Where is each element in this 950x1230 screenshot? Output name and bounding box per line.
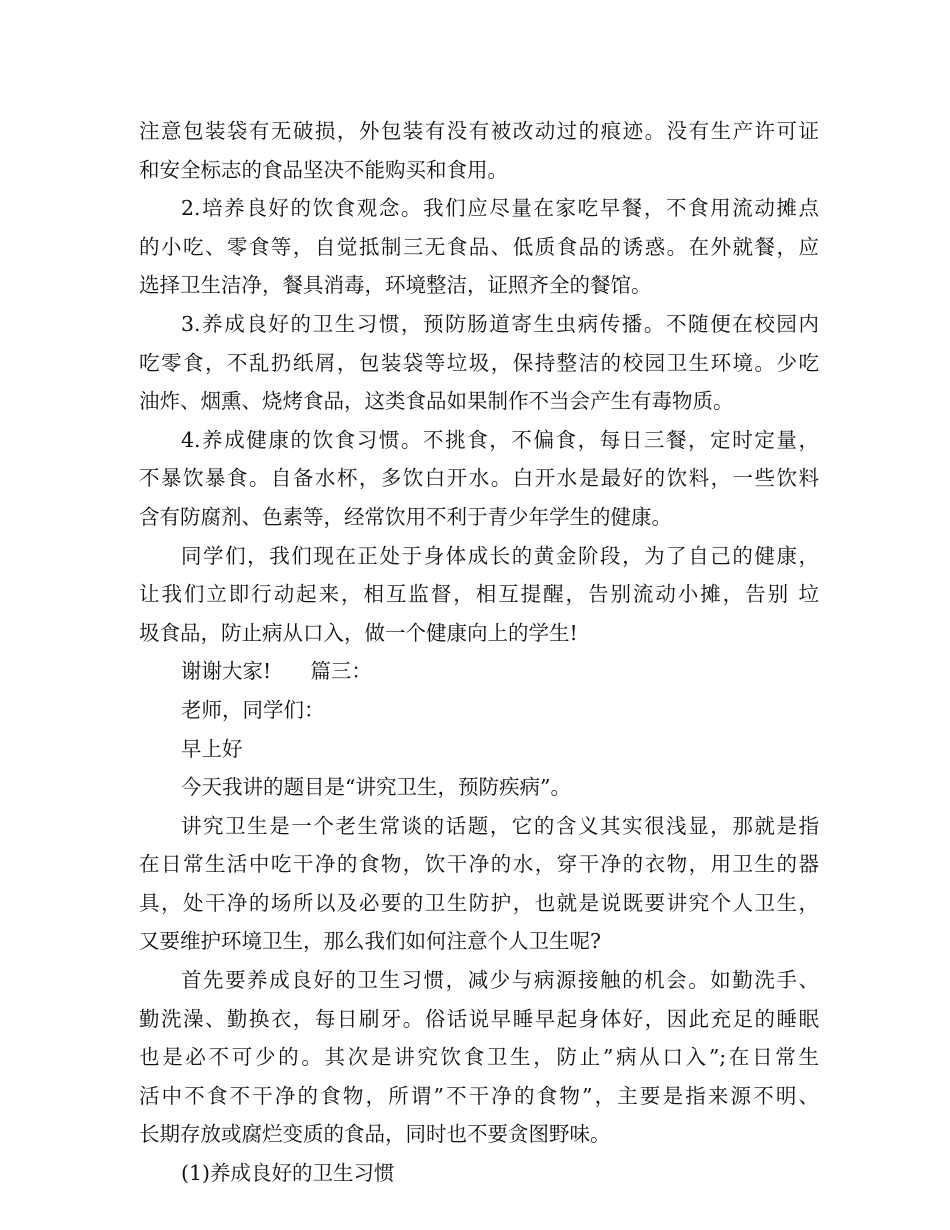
text-line: 和安全标志的食品坚决不能购买和食用。 bbox=[139, 157, 508, 182]
text-line: 在日常生活中吃干净的食物，饮干净的水，穿干净的衣物，用卫生的器 bbox=[139, 852, 819, 877]
text-line: 4.养成健康的饮食习惯。不挑食，不偏食，每日三餐，定时定量， bbox=[181, 427, 819, 452]
text-line: 谢谢大家! 篇三： bbox=[181, 659, 372, 684]
text-line: 长期存放或腐烂变质的食品，同时也不要贪图野味。 bbox=[139, 1122, 611, 1147]
text-line: 首先要养成良好的卫生习惯，减少与病源接触的机会。如勤洗手、 bbox=[181, 968, 819, 993]
text-line: 油炸、烟熏、烧烤食品，这类食品如果制作不当会产生有毒物质。 bbox=[139, 389, 734, 414]
text-line: 勤洗澡、勤换衣，每日刷牙。俗话说早睡早起身体好，因此充足的睡眠 bbox=[139, 1006, 819, 1031]
text-line: 同学们，我们现在正处于身体成长的黄金阶段，为了自己的健康， bbox=[181, 543, 819, 568]
text-line: 2.培养良好的饮食观念。我们应尽量在家吃早餐，不食用流动摊点 bbox=[181, 196, 819, 221]
text-line: (1)养成良好的卫生习惯 bbox=[181, 1161, 395, 1186]
text-line: 不暴饮暴食。自备水杯，多饮白开水。白开水是最好的饮料，一些饮料 bbox=[139, 466, 819, 491]
text-line: 让我们立即行动起来，相互监督，相互提醒，告别流动小摊，告别 垃 bbox=[139, 582, 819, 607]
text-line: 老师，同学们： bbox=[181, 697, 325, 722]
text-line: 圾食品，防止病从口入，做一个健康向上的学生! bbox=[139, 620, 578, 645]
text-line: 讲究卫生是一个老生常谈的话题，它的含义其实很浅显，那就是指 bbox=[181, 813, 819, 838]
text-line: 具，处干净的场所以及必要的卫生防护，也就是说既要讲究个人卫生， bbox=[139, 890, 819, 915]
text-line: 3.养成良好的卫生习惯，预防肠道寄生虫病传播。不随便在校园内 bbox=[181, 311, 819, 336]
text-line: 又要维护环境卫生，那么我们如何注意个人卫生呢? bbox=[139, 929, 601, 954]
text-line: 吃零食，不乱扔纸屑，包装袋等垃圾，保持整洁的校园卫生环境。少吃 bbox=[139, 350, 819, 375]
text-line: 的小吃、零食等，自觉抵制三无食品、低质食品的诱惑。在外就餐，应 bbox=[139, 234, 819, 259]
text-line: 活中不食不干净的食物，所谓”不干净的食物”，主要是指来源不明、 bbox=[139, 1083, 819, 1108]
text-line: 注意包装袋有无破损，外包装有没有被改动过的痕迹。没有生产许可证 bbox=[139, 119, 819, 143]
document-page bbox=[139, 112, 819, 1193]
text-line: 含有防腐剂、色素等，经常饮用不利于青少年学生的健康。 bbox=[139, 504, 672, 529]
text-line: 也是必不可少的。其次是讲究饮食卫生，防止”病从口入”;在日常生 bbox=[139, 1045, 819, 1070]
text-line: 早上好 bbox=[181, 736, 243, 761]
text-line: 今天我讲的题目是“讲究卫生，预防疾病”。 bbox=[181, 775, 571, 800]
text-line: 选择卫生洁净，餐具消毒，环境整洁，证照齐全的餐馆。 bbox=[139, 273, 652, 298]
